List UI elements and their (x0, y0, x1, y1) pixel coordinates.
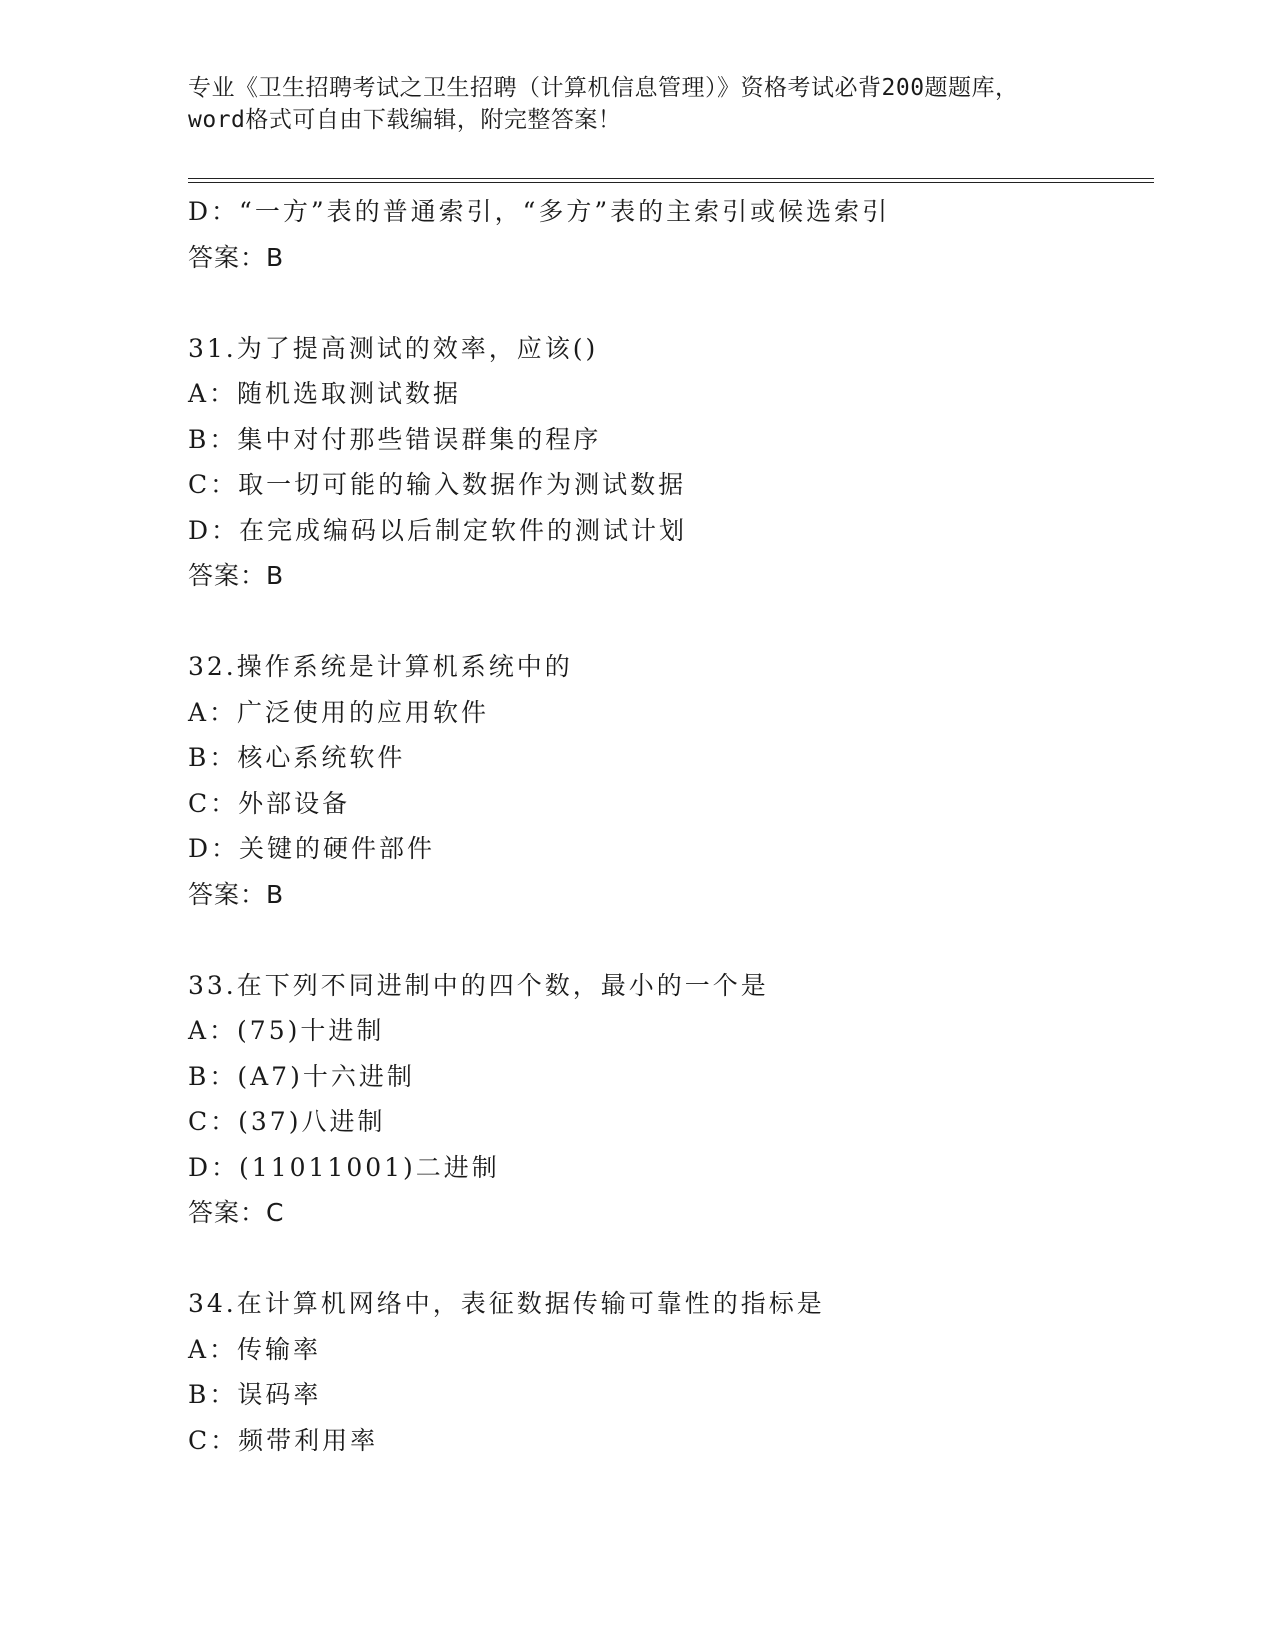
option-b: B：误码率 (188, 1380, 322, 1409)
spacer (188, 599, 1148, 645)
question-block-30-fragment (188, 189, 1148, 280)
question-stem: 34.在计算机网络中，表征数据传输可靠性的指标是 (188, 1289, 825, 1318)
question-block-31 (188, 326, 1148, 599)
question-block-34 (188, 1281, 1148, 1463)
question-stem: 33.在下列不同进制中的四个数，最小的一个是 (188, 970, 769, 1000)
option-a: A：广泛使用的应用软件 (188, 697, 490, 727)
header-title-line-2: word格式可自由下载编辑，附完整答案！ (188, 107, 622, 133)
spacer (188, 1236, 1148, 1282)
answer-line: 答案：B (188, 561, 285, 590)
question-content (188, 189, 1148, 1463)
option-b: B：核心系统软件 (188, 743, 406, 772)
question-stem: 31.为了提高测试的效率，应该() (188, 333, 599, 363)
option-d: D：在完成编码以后制定软件的测试计划 (188, 515, 688, 545)
answer-line: 答案：B (188, 879, 285, 909)
option-c: C：频带利用率 (188, 1425, 379, 1455)
spacer (188, 917, 1148, 963)
option-c: C：(37)八进制 (188, 1107, 386, 1136)
option-c: C：取一切可能的输入数据作为测试数据 (188, 470, 687, 499)
header-title-line-1: 专业《卫生招聘考试之卫生招聘（计算机信息管理）》资格考试必背200题题库， (188, 75, 1019, 101)
option-d: D：(11011001)二进制 (188, 1152, 500, 1182)
option-c: C：外部设备 (188, 788, 351, 818)
option-b: B：集中对付那些错误群集的程序 (188, 424, 602, 454)
question-block-32 (188, 644, 1148, 917)
option-a: A：传输率 (188, 1334, 322, 1364)
question-stem: 32.操作系统是计算机系统中的 (188, 652, 573, 681)
option-a: A：随机选取测试数据 (188, 379, 462, 408)
header-divider-bottom (188, 182, 1154, 183)
spacer (188, 280, 1148, 326)
option-d: D：关键的硬件部件 (188, 834, 436, 863)
question-block-33 (188, 963, 1148, 1236)
answer-line: 答案：B (188, 242, 285, 272)
answer-line: 答案：C (188, 1198, 285, 1227)
option-a: A：(75)十进制 (188, 1016, 385, 1045)
option-d: D：“一方”表的普通索引，“多方”表的主索引或候选索引 (188, 197, 891, 226)
document-header (188, 72, 1088, 136)
header-divider-top (188, 178, 1154, 179)
option-b: B：(A7)十六进制 (188, 1061, 415, 1091)
